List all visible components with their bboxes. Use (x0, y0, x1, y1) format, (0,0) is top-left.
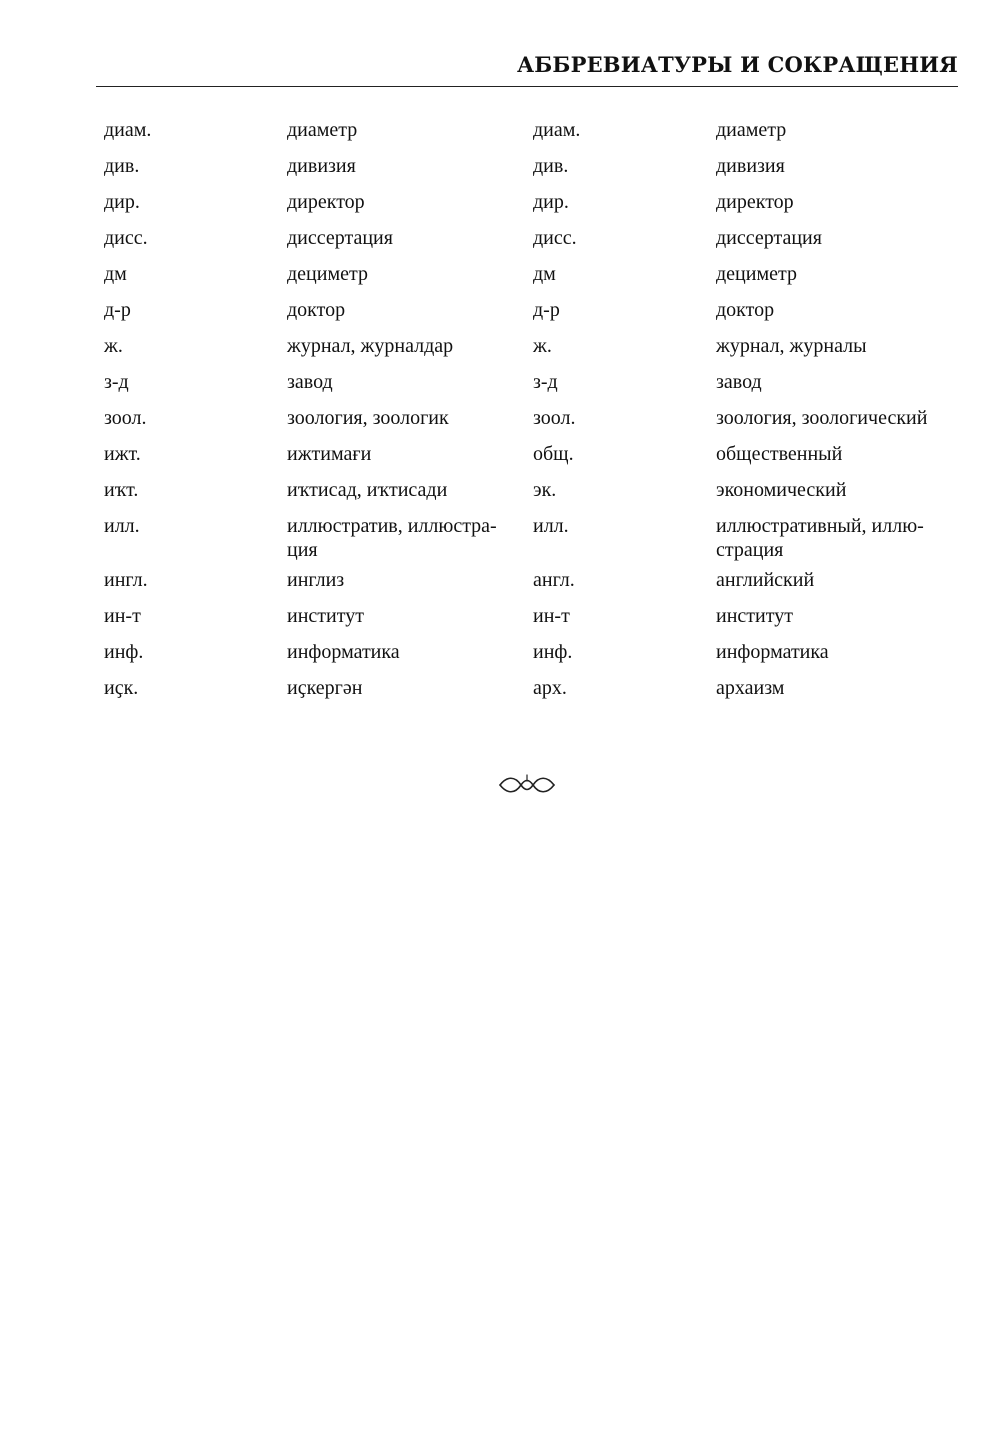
full-russian-cell: экономический (716, 479, 847, 501)
full-tatar-cell: дивизия (287, 155, 356, 177)
abbr-tatar-cell: инф. (104, 641, 144, 663)
abbr-russian-cell: илл. (533, 515, 569, 537)
header-rule (96, 86, 958, 87)
table-row (104, 442, 964, 466)
table-row (104, 298, 964, 322)
abbr-russian-cell: арх. (533, 677, 567, 699)
table-row (104, 190, 964, 214)
abbr-tatar-cell: зоол. (104, 407, 147, 429)
full-russian-cell: архаизм (716, 677, 785, 699)
abbreviation-table (104, 118, 964, 712)
abbr-russian-cell: дм (533, 263, 556, 285)
abbr-tatar-cell: дир. (104, 191, 140, 213)
table-row (104, 370, 964, 394)
full-russian-cell: иллюстративный, иллю- страция (716, 515, 924, 561)
abbr-russian-cell: дир. (533, 191, 569, 213)
abbr-tatar-cell: дисс. (104, 227, 148, 249)
full-tatar-cell: диссертация (287, 227, 393, 249)
table-row (104, 514, 964, 562)
full-tatar-cell: журнал, журналдар (287, 335, 454, 357)
table-row (104, 118, 964, 142)
abbr-tatar-cell: илл. (104, 515, 140, 537)
abbr-russian-cell: ин-т (533, 605, 570, 627)
full-russian-cell: завод (716, 371, 762, 393)
abbr-tatar-cell: ин-т (104, 605, 141, 627)
abbr-tatar-cell: иҫк. (104, 677, 139, 699)
table-row (104, 676, 964, 700)
table-row (104, 478, 964, 502)
full-tatar-cell: ижтимағи (287, 443, 372, 465)
full-tatar-cell: иҫкергән (287, 677, 363, 699)
abbr-tatar-cell: див. (104, 155, 140, 177)
full-tatar-cell: информатика (287, 641, 400, 663)
full-russian-cell: английский (716, 569, 815, 591)
full-tatar-cell: дециметр (287, 263, 368, 285)
full-tatar-cell: доктор (287, 299, 346, 321)
abbr-russian-cell: з-д (533, 371, 558, 393)
full-russian-cell: дивизия (716, 155, 785, 177)
full-russian-cell: зоология, зоологический (716, 407, 928, 429)
full-tatar-cell: директор (287, 191, 365, 213)
abbr-tatar-cell: дм (104, 263, 127, 285)
full-russian-cell: директор (716, 191, 794, 213)
abbr-tatar-cell: диам. (104, 119, 152, 141)
abbr-russian-cell: диам. (533, 119, 581, 141)
full-tatar-cell: иҡтисад, иҡтисади (287, 479, 448, 501)
table-row (104, 568, 964, 592)
abbr-russian-cell: д-р (533, 299, 560, 321)
full-tatar-cell: иллюстратив, иллюстра- ция (287, 515, 497, 561)
table-row (104, 334, 964, 358)
table-row (104, 406, 964, 430)
abbr-russian-cell: див. (533, 155, 569, 177)
full-russian-cell: информатика (716, 641, 829, 663)
full-russian-cell: доктор (716, 299, 775, 321)
full-tatar-cell: завод (287, 371, 333, 393)
full-russian-cell: диаметр (716, 119, 787, 141)
abbr-tatar-cell: ингл. (104, 569, 148, 591)
full-tatar-cell: зоология, зоологик (287, 407, 449, 429)
full-tatar-cell: диаметр (287, 119, 358, 141)
full-tatar-cell: инглиз (287, 569, 345, 591)
abbr-russian-cell: эк. (533, 479, 557, 501)
end-of-section-ornament-icon (497, 772, 557, 798)
table-row (104, 604, 964, 628)
abbr-russian-cell: ж. (533, 335, 552, 357)
abbr-tatar-cell: ж. (104, 335, 123, 357)
full-russian-cell: дециметр (716, 263, 797, 285)
abbr-tatar-cell: д-р (104, 299, 131, 321)
full-russian-cell: журнал, журналы (716, 335, 867, 357)
abbr-russian-cell: инф. (533, 641, 573, 663)
abbr-tatar-cell: ижт. (104, 443, 141, 465)
table-row (104, 262, 964, 286)
full-russian-cell: общественный (716, 443, 843, 465)
table-row (104, 226, 964, 250)
abbr-russian-cell: зоол. (533, 407, 576, 429)
full-tatar-cell: институт (287, 605, 364, 627)
abbr-russian-cell: дисс. (533, 227, 577, 249)
table-row (104, 154, 964, 178)
abbr-tatar-cell: з-д (104, 371, 129, 393)
abbr-russian-cell: общ. (533, 443, 574, 465)
full-russian-cell: диссертация (716, 227, 822, 249)
full-russian-cell: институт (716, 605, 793, 627)
abbr-tatar-cell: иҡт. (104, 479, 139, 501)
abbr-russian-cell: англ. (533, 569, 575, 591)
running-head-title: АББРЕВИАТУРЫ И СОКРАЩЕНИЯ (516, 52, 958, 77)
table-row (104, 640, 964, 664)
